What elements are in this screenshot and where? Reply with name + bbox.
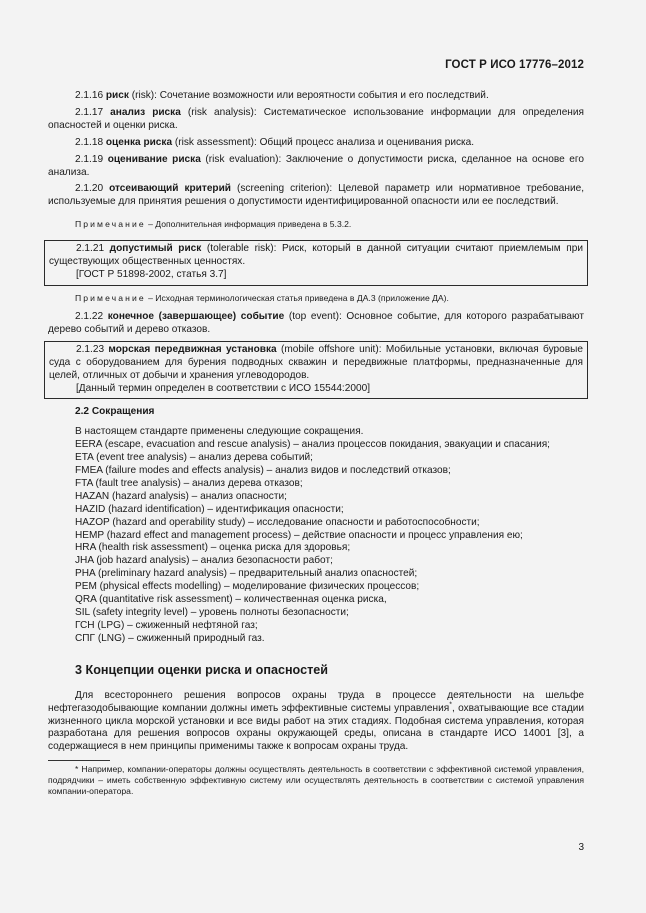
term-2-1-20 <box>48 183 584 209</box>
term-definition: (mobile offshore unit): Мобильные установки, включая буровые суда с оборудованием для бурения подводных скважин и передвижные платформы, предназначенные для целей, отличных от добычи и хранения углеводородов. <box>49 343 583 381</box>
page-body <box>48 90 584 797</box>
term-definition: (screening criterion): Целевой параметр или нормативное требование, используемые для принятия решения о допустимости идентифицированной опасности или ее последствий. <box>48 183 584 208</box>
term-definition: (risk analysis): Систематическое использование информации для определения опасностей и оценки риска. <box>48 106 584 131</box>
term-definition: (risk assessment): Общий процесс анализа и оценивания риска. <box>172 136 475 148</box>
term-number: 2.1.23 <box>76 343 105 355</box>
section-3-heading: 3 Концепции оценки риска и опасностей <box>75 662 329 677</box>
term-2-1-16 <box>48 90 584 103</box>
term-number: 2.1.22 <box>75 310 104 322</box>
term-source: [Данный термин определен в соответствии с ИСО 15544:2000] <box>76 382 370 394</box>
term-title: отсеивающий критерий <box>109 183 232 195</box>
term-title: допустимый риск <box>109 243 202 255</box>
note-2 <box>48 293 584 304</box>
abbrev-item: HEMP (hazard effect and management process) – действие опасности и процесс управления ею; <box>75 529 523 541</box>
term-title: морская передвижная установка <box>108 343 277 355</box>
document-number: ГОСТ Р ИСО 17776–2012 <box>445 59 584 71</box>
footnote: * Например, компании-операторы должны осуществлять деятельность в соответствии с эффективной системой управления, подрядчики – иметь собственную эффективную систему или осуществлять деятельность в соответствии с системой управления компании-оператора. <box>48 764 584 797</box>
term-number: 2.1.18 <box>75 136 104 148</box>
abbrev-item: QRA (quantitative risk assessment) – количественная оценка риска, <box>75 594 387 606</box>
term-2-1-22 <box>48 311 584 337</box>
abbrev-item: PHA (preliminary hazard analysis) – предварительный анализ опасностей; <box>75 568 418 580</box>
footnote-divider <box>48 760 110 761</box>
term-title: риск <box>105 90 129 101</box>
term-definition: (risk evaluation): Заключение о допустимости риска, сделанное на основе его анализа. <box>48 153 584 178</box>
term-definition: (top event): Основное событие, для которого разрабатывают дерево событий и дерево отказов. <box>48 310 584 335</box>
paragraph-text: , охватывающие все стадии жизненного цикла морской установки и все виды работ на этих стадиях. Подобная система управления, которая разработана для решения вопросов охраны окружающей среды, описана в стандарте ИСО 14001 [3], а содержащиеся в нем принципы применимы также к вопросам охраны труда. <box>48 702 584 753</box>
abbrev-item: ETA (event tree analysis) – анализ дерева событий; <box>75 452 313 464</box>
term-title: оценивание риска <box>107 153 201 165</box>
note-1 <box>48 219 584 230</box>
section-2-2-heading: 2.2 Сокращения <box>75 406 155 418</box>
note-label: Примечание <box>75 219 146 230</box>
abbrev-item: HAZAN (hazard analysis) – анализ опасности; <box>75 490 287 502</box>
term-2-1-18 <box>48 137 584 150</box>
abbrev-item: HAZID (hazard identification) – идентификация опасности; <box>75 503 344 515</box>
term-number: 2.1.21 <box>76 243 105 255</box>
abbrev-item: FTA (fault tree analysis) – анализ дерева отказов; <box>75 477 303 489</box>
term-title: анализ риска <box>110 106 181 118</box>
abbrev-item: ГСН (LPG) – сжиженный нефтяной газ; <box>75 619 258 631</box>
abbrev-intro: В настоящем стандарте применены следующие сокращения. <box>75 426 364 438</box>
boxed-term-2-1-23 <box>44 341 588 400</box>
term-source: [ГОСТ Р 51898-2002, статья 3.7] <box>76 269 227 281</box>
abbrev-item: JHA (job hazard analysis) – анализ безопасности работ; <box>75 555 333 567</box>
section-3-paragraph <box>48 690 584 755</box>
page-number: 3 <box>578 842 584 853</box>
abbrev-item: PEM (physical effects modelling) – моделирование физических процессов; <box>75 581 420 593</box>
term-title: конечное (завершающее) событие <box>107 310 285 322</box>
term-number: 2.1.19 <box>75 153 104 165</box>
term-2-1-19 <box>48 154 584 180</box>
note-label: Примечание <box>75 292 146 303</box>
term-2-1-17 <box>48 107 584 133</box>
term-2-1-21 <box>49 243 583 269</box>
note-text: – Дополнительная информация приведена в 5.3.2. <box>145 219 352 230</box>
term-definition: (tolerable risk): Риск, который в данной ситуации считают приемлемым при существующих общественных ценностях. <box>49 243 583 268</box>
term-2-1-23 <box>49 344 583 383</box>
term-number: 2.1.20 <box>75 183 104 195</box>
term-title: оценка риска <box>105 136 173 148</box>
footnote-marker: * <box>449 701 452 709</box>
term-number: 2.1.17 <box>75 106 104 118</box>
boxed-term-2-1-21 <box>44 240 588 286</box>
abbrev-item: HAZOP (hazard and operability study) – исследование опасности и работоспособности; <box>75 516 480 528</box>
paragraph-text: Для всестороннего решения вопросов охраны труда в процессе деятельности на шельфе нефтегазодобывающие компании должны иметь эффективные системы управления <box>48 689 584 714</box>
note-text: – Исходная терминологическая статья приведена в ДА.3 (приложение ДА). <box>145 292 449 303</box>
abbrev-item: EERA (escape, evacuation and rescue analysis) – анализ процессов покидания, эвакуации и спасания; <box>75 439 550 451</box>
abbrev-item: FMEA (failure modes and effects analysis) – анализ видов и последствий отказов; <box>75 465 451 477</box>
term-number: 2.1.16 <box>75 90 104 101</box>
abbrev-item: СПГ (LNG) – сжиженный природный газ. <box>75 632 265 644</box>
abbrev-item: SIL (safety integrity level) – уровень полноты безопасности; <box>75 607 349 618</box>
term-definition: (risk): Сочетание возможности или вероятности события и его последствий. <box>128 90 489 101</box>
abbrev-item: HRA (health risk assessment) – оценка риска для здоровья; <box>75 542 351 554</box>
